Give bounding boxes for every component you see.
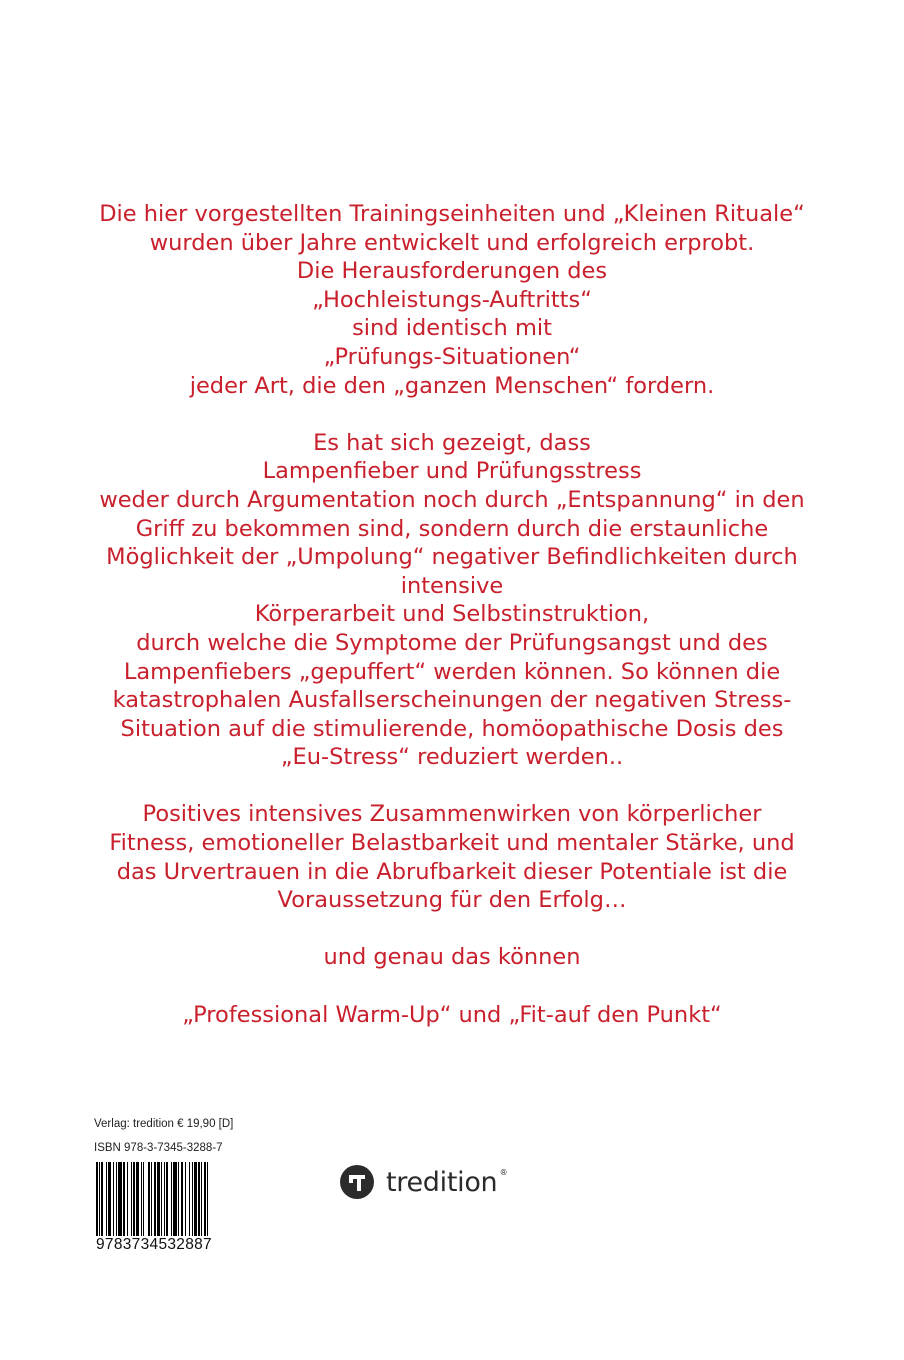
blurb-line: wurden über Jahre entwickelt und erfolgreich erprobt. [149, 229, 755, 256]
blurb-paragraph-4 [40, 943, 864, 972]
blurb-line: „Eu-Stress“ reduziert werden.. [280, 744, 624, 771]
publisher-price-label: Verlag: tredition € 19,90 [D] [94, 1118, 234, 1130]
blurb-line: und genau das können [323, 944, 581, 971]
blurb-line: Lampenfieber und Prüfungsstress [262, 458, 642, 485]
blurb-paragraph-3 [40, 800, 864, 914]
barcode-number: 9783734532887 [96, 1236, 212, 1253]
blurb-line: weder durch Argumentation noch durch „Entspannung“ in den [99, 486, 805, 513]
blurb-line: durch welche die Symptome der Prüfungsangst und des [136, 629, 768, 656]
blurb-line: jeder Art, die den „ganzen Menschen“ fordern. [189, 372, 715, 399]
blurb-line: Positives intensives Zusammenwirken von körperlicher [142, 801, 762, 828]
blurb-line: „Prüfungs-Situationen“ [323, 343, 581, 370]
back-cover-blurb [40, 200, 864, 1029]
blurb-line: „Professional Warm-Up“ und „Fit-auf den Punkt“ [182, 1001, 722, 1028]
blurb-paragraph-2 [40, 429, 864, 772]
blurb-paragraph-1 [40, 200, 864, 400]
tredition-logo-icon [340, 1165, 374, 1199]
blurb-line: katastrophalen Ausfallserscheinungen der negativen Stress- [112, 687, 792, 714]
registered-mark: ® [499, 1167, 508, 1177]
publisher-logo [340, 1162, 508, 1202]
blurb-line: „Hochleistungs-Auftritts“ [312, 286, 592, 313]
blurb-line: Situation auf die stimulierende, homöopathische Dosis des [120, 715, 784, 742]
blurb-line: Die Herausforderungen des [296, 258, 608, 285]
publisher-name: tredition ® [386, 1166, 508, 1198]
isbn-barcode-block [82, 1110, 254, 1260]
blurb-line: Voraussetzung für den Erfolg… [277, 887, 627, 914]
barcode-bars [96, 1162, 242, 1236]
blurb-line: Fitness, emotioneller Belastbarkeit und mentaler Stärke, und [109, 830, 795, 857]
isbn-label: ISBN 978-3-7345-3288-7 [94, 1142, 223, 1154]
blurb-line: Die hier vorgestellten Trainingseinheiten und „Kleinen Rituale“ [99, 201, 805, 227]
blurb-line: sind identisch mit [352, 315, 552, 342]
blurb-line: Es hat sich gezeigt, dass [313, 429, 591, 456]
blurb-paragraph-5 [40, 1001, 864, 1030]
blurb-line: Lampenfiebers „gepuffert“ werden können. So können die [123, 658, 781, 685]
blurb-line: Griff zu bekommen sind, sondern durch die erstaunliche [135, 515, 769, 542]
blurb-line: Möglichkeit der „Umpolung“ negativer Befindlichkeiten durch [106, 544, 798, 571]
blurb-line: intensive [400, 572, 504, 599]
blurb-line: das Urvertrauen in die Abrufbarkeit dieser Potentiale ist die [116, 858, 788, 885]
blurb-line: Körperarbeit und Selbstinstruktion, [254, 601, 650, 628]
